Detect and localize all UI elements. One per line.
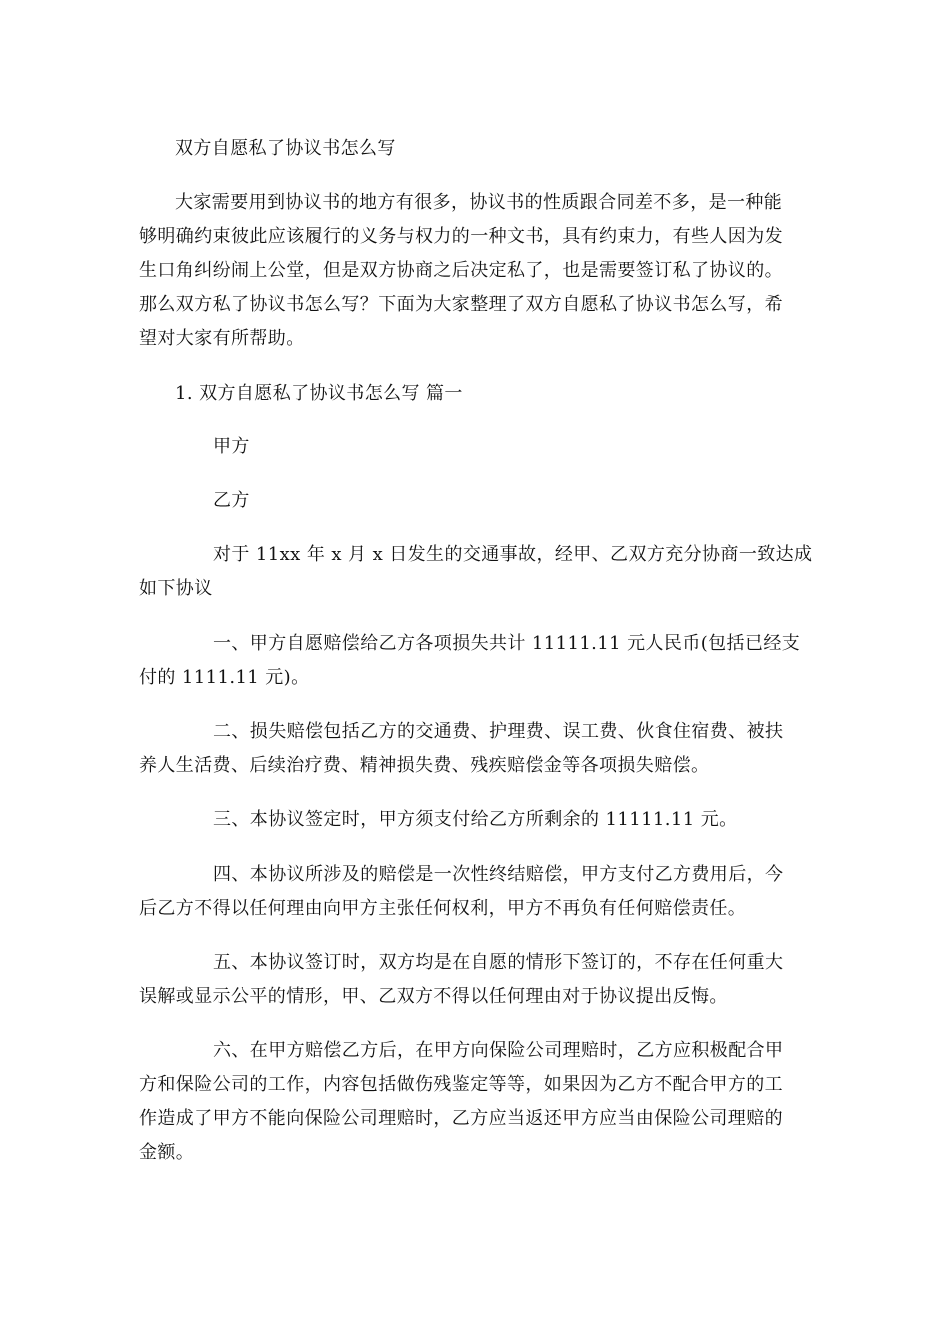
clause-4-line-2: 后乙方不得以任何理由向甲方主张任何权利，甲方不再负有任何赔偿责任。 [139,898,747,919]
clause-2-line-2: 养人生活费、后续治疗费、精神损失费、残疾赔偿金等各项损失赔偿。 [139,755,710,776]
preamble-line-1: 对于 11xx 年 x 月 x 日发生的交通事故，经甲、乙双方充分协商一致达成 [213,544,813,565]
clause-6-line-3: 作造成了甲方不能向保险公司理赔时，乙方应当返还甲方应当由保险公司理赔的 [139,1108,783,1129]
intro-line-1: 大家需要用到协议书的地方有很多，协议书的性质跟合同差不多，是一种能 [175,192,783,213]
party-b-label: 乙方 [213,490,250,511]
preamble-line-2: 如下协议 [139,578,213,599]
section-heading: 1. 双方自愿私了协议书怎么写 篇一 [175,383,463,404]
intro-line-5: 望对大家有所帮助。 [139,328,305,349]
clause-1-line-1: 一、甲方自愿赔偿给乙方各项损失共计 11111.11 元人民币(包括已经支 [213,633,801,654]
clause-6-line-1: 六、在甲方赔偿乙方后，在甲方向保险公司理赔时，乙方应积极配合甲 [213,1040,784,1061]
intro-line-3: 生口角纠纷闹上公堂，但是双方协商之后决定私了，也是需要签订私了协议的。 [139,260,783,281]
clause-2-line-1: 二、损失赔偿包括乙方的交通费、护理费、误工费、伙食住宿费、被扶 [213,721,784,742]
clause-6-line-2: 方和保险公司的工作，内容包括做伤残鉴定等等，如果因为乙方不配合甲方的工 [139,1074,783,1095]
clause-6-line-4: 金额。 [139,1142,195,1163]
clause-5-line-1: 五、本协议签订时，双方均是在自愿的情形下签订的，不存在任何重大 [213,952,784,973]
clause-4-line-1: 四、本协议所涉及的赔偿是一次性终结赔偿，甲方支付乙方费用后，今 [213,864,784,885]
clause-1-line-2: 付的 1111.11 元)。 [139,667,310,688]
intro-line-4: 那么双方私了协议书怎么写？下面为大家整理了双方自愿私了协议书怎么写，希 [139,294,783,315]
clause-3-line-1: 三、本协议签定时，甲方须支付给乙方所剩余的 11111.11 元。 [213,809,738,830]
party-a-label: 甲方 [213,436,250,457]
document-title: 双方自愿私了协议书怎么写 [175,138,396,159]
intro-line-2: 够明确约束彼此应该履行的义务与权力的一种文书，具有约束力，有些人因为发 [139,226,783,247]
clause-5-line-2: 误解或显示公平的情形，甲、乙双方不得以任何理由对于协议提出反悔。 [139,986,728,1007]
